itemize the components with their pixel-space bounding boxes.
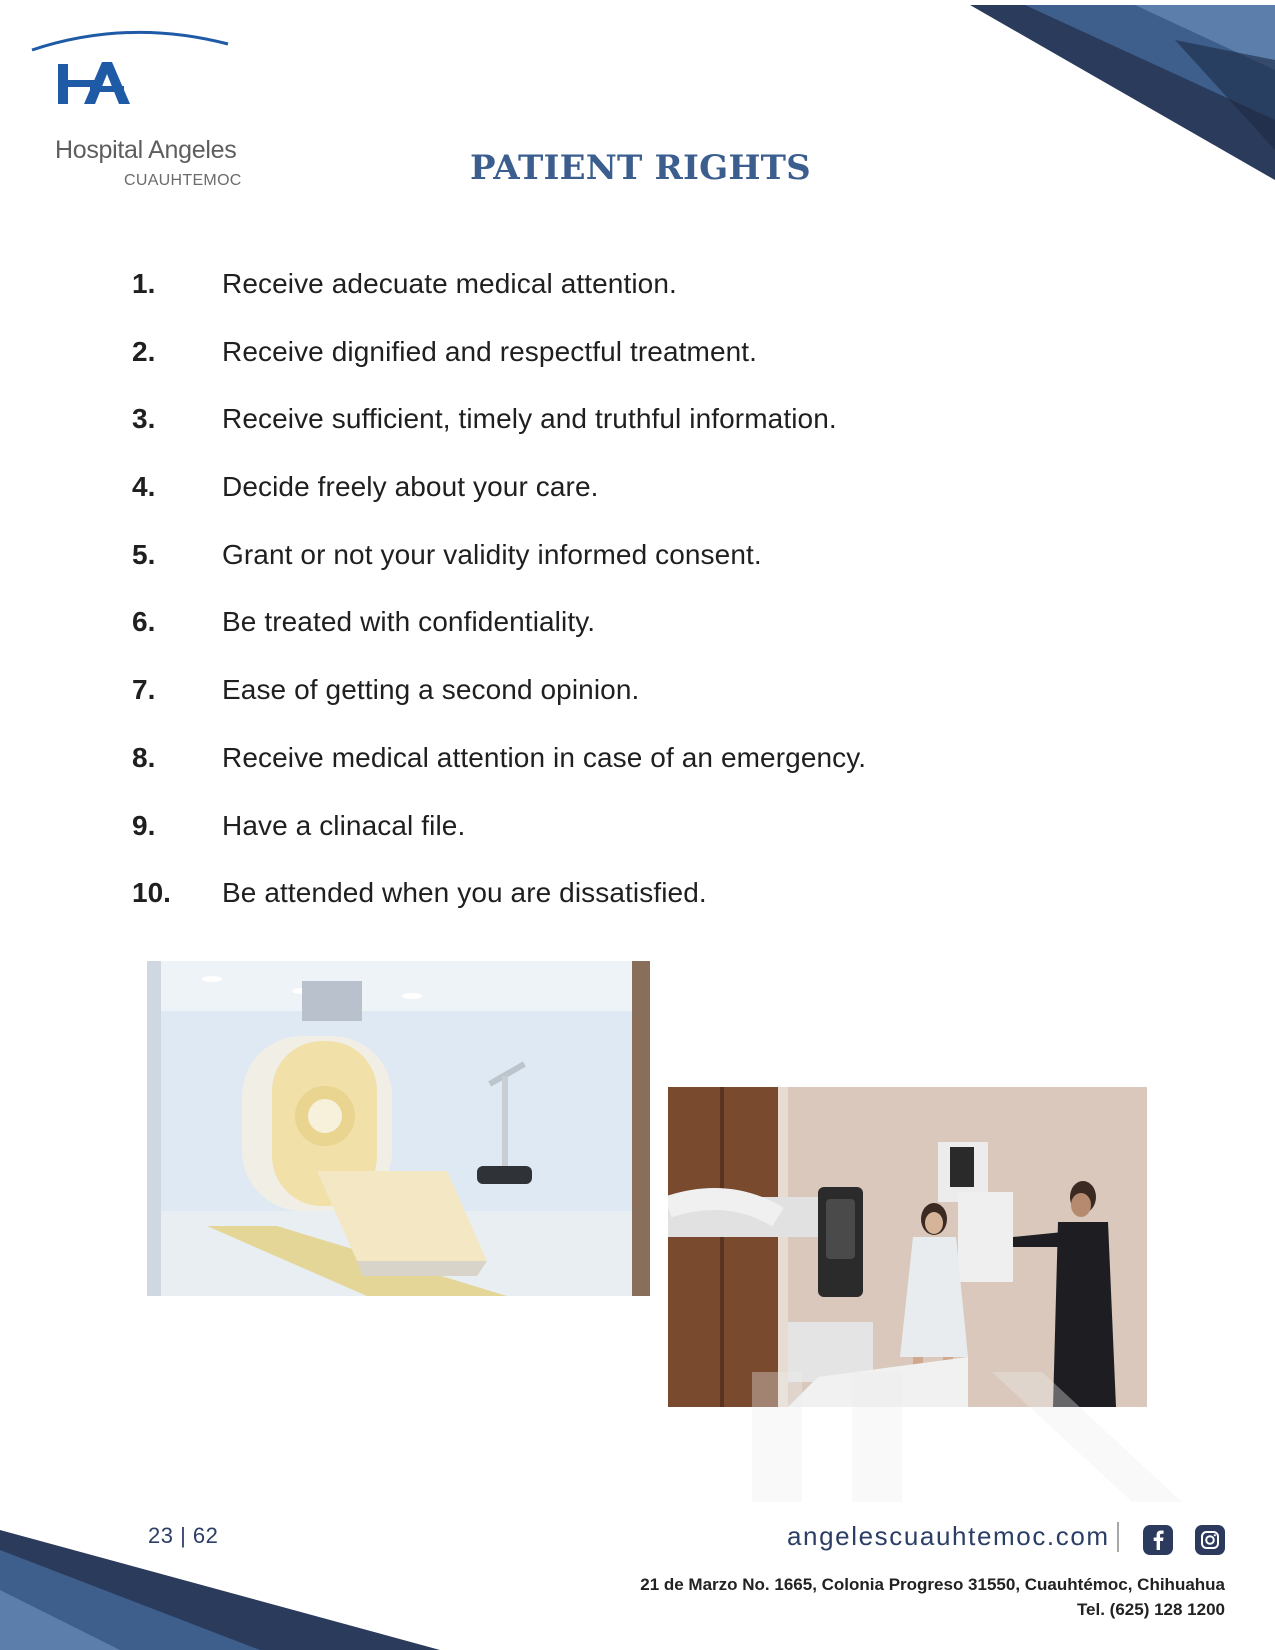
corner-decoration-top [875, 0, 1275, 180]
logo-name: Hospital Angeles [55, 136, 237, 164]
page-title: PATIENT RIGHTS [470, 148, 811, 188]
watermark-logo [752, 1372, 1222, 1502]
item-text: Be treated with confidentiality. [222, 606, 596, 638]
list-item [132, 336, 1032, 404]
list-item [132, 810, 1032, 878]
item-number: 7. [132, 674, 156, 706]
list-item [132, 606, 1032, 674]
item-number: 4. [132, 471, 156, 503]
address-line: 21 de Marzo No. 1665, Colonia Progreso 31550, Cuauhtémoc, Chihuahua [640, 1575, 1225, 1594]
item-number: 8. [132, 741, 156, 773]
item-number: 5. [132, 538, 156, 570]
item-number: 1. [132, 268, 156, 299]
instagram-icon[interactable] [1195, 1525, 1225, 1555]
facebook-icon[interactable] [1143, 1525, 1173, 1555]
item-text: Grant or not your validity informed consent. [222, 538, 762, 570]
item-number: 3. [132, 403, 156, 435]
list-item [132, 268, 1032, 336]
item-text: Decide freely about your care. [222, 471, 599, 503]
item-number: 9. [132, 809, 156, 841]
item-number: 2. [132, 335, 156, 367]
website-link[interactable]: angelescuauhtemoc.com [787, 1521, 1110, 1551]
item-text: Have a clinacal file. [222, 809, 466, 841]
logo-ha-mark [56, 60, 136, 106]
item-text: Receive dignified and respectful treatment. [222, 335, 758, 367]
item-number: 10. [132, 877, 171, 909]
list-item [132, 539, 1032, 607]
phone-line: Tel. (625) 128 1200 [1076, 1600, 1225, 1619]
list-item [132, 403, 1032, 471]
list-item [132, 742, 1032, 810]
page-number: 23 | 62 [148, 1523, 219, 1548]
logo-subtitle: CUAUHTEMOC [124, 172, 242, 189]
item-text: Ease of getting a second opinion. [222, 674, 640, 706]
list-item [132, 674, 1032, 742]
hospital-logo [28, 24, 248, 189]
item-text: Receive sufficient, timely and truthful information. [222, 403, 837, 435]
mri-room-photo [147, 961, 650, 1296]
xray-room-photo [668, 1087, 1147, 1407]
rights-list [132, 268, 1032, 945]
list-item [132, 471, 1032, 539]
item-text: Be attended when you are dissatisfied. [222, 877, 707, 909]
item-text: Receive adecuate medical attention. [222, 268, 677, 299]
item-text: Receive medical attention in case of an emergency. [222, 741, 867, 773]
corner-decoration-bottom [0, 1530, 440, 1650]
logo-arc [28, 24, 238, 64]
list-item [132, 877, 1032, 945]
footer-separator [1117, 1522, 1119, 1552]
item-number: 6. [132, 606, 156, 638]
